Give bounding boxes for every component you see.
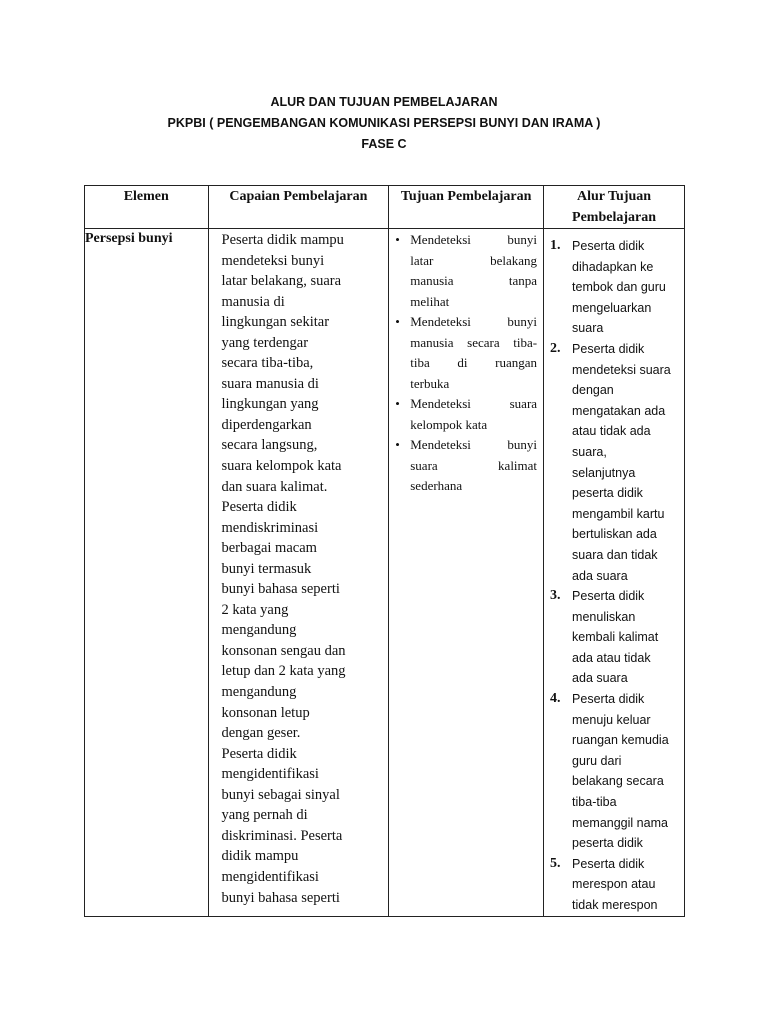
alur-line: suara,: [572, 444, 607, 459]
tujuan-line: latar belakang: [410, 252, 538, 268]
alur-line: bertuliskan ada: [572, 527, 657, 542]
tujuan-line: melihat: [410, 293, 450, 309]
capaian-line: yang pernah di: [221, 807, 308, 824]
capaian-line: suara kelompok kata: [221, 458, 342, 475]
capaian-line: yang terdengar: [221, 334, 309, 351]
capaian-line: Peserta didik: [221, 745, 297, 762]
capaian-line: mengidentifikasi: [221, 868, 319, 885]
capaian-line: bunyi sebagai sinyal: [221, 786, 340, 803]
capaian-line: dan suara kalimat.: [221, 478, 328, 495]
tujuan-line: suara kalimat: [410, 457, 538, 473]
tujuan-item: [394, 394, 537, 435]
capaian-line: secara langsung,: [221, 437, 318, 454]
alur-item: [550, 339, 680, 586]
tujuan-line: terbuka: [410, 375, 450, 391]
alur-item: [550, 236, 680, 339]
alur-line: merespon atau: [572, 877, 656, 892]
bullet-icon: •: [395, 396, 400, 411]
capaian-line: dengan geser.: [221, 725, 301, 742]
alur-line: Peserta didik: [572, 856, 645, 871]
alur-line: tidak merespon: [572, 898, 658, 912]
capaian-line: Peserta didik: [221, 499, 297, 516]
table-header-row: [85, 186, 685, 229]
alur-line: mengeluarkan: [572, 300, 652, 315]
alur-line: suara: [572, 321, 604, 336]
capaian-line: mengandung: [221, 684, 297, 701]
alur-line: dengan: [572, 383, 614, 398]
capaian-line: diperdengarkan: [221, 416, 312, 433]
tujuan-line: Mendeteksi bunyi: [410, 314, 538, 329]
alur-item: [550, 586, 680, 689]
alur-item: [550, 689, 680, 854]
cell-tujuan: [389, 229, 544, 917]
alur-line: Peserta didik: [572, 341, 645, 356]
capaian-line: letup dan 2 kata yang: [221, 663, 346, 680]
tujuan-line: kelompok kata: [410, 416, 488, 432]
alur-number: 3.: [550, 588, 561, 604]
alur-line: mendeteksi suara: [572, 362, 671, 377]
document-subtitle: PKPBI ( PENGEMBANGAN KOMUNIKASI PERSEPSI BUNYI DAN IRAMA ): [167, 116, 601, 130]
header-capaian: Capaian Pembelajaran: [208, 186, 389, 229]
capaian-line: konsonan letup: [221, 704, 310, 721]
capaian-line: mendeteksi bunyi: [221, 252, 325, 269]
alur-line: menuliskan: [572, 609, 636, 624]
bullet-icon: •: [395, 437, 400, 452]
capaian-line: bunyi termasuk: [221, 560, 312, 577]
header-elemen: Elemen: [85, 186, 209, 229]
alur-list: [544, 229, 684, 916]
alur-line: peserta didik: [572, 836, 643, 851]
bullet-icon: •: [395, 232, 400, 247]
capaian-line: didik mampu: [221, 848, 299, 865]
alur-line: memanggil nama: [572, 815, 668, 830]
alur-line: selanjutnya: [572, 465, 636, 480]
document-phase: FASE C: [361, 137, 407, 151]
tujuan-line: Mendeteksi suara: [410, 396, 538, 411]
capaian-line: mengandung: [221, 622, 297, 639]
table-row: [85, 229, 685, 917]
alur-line: belakang secara: [572, 774, 664, 789]
alur-line: menuju keluar: [572, 712, 651, 727]
alur-line: dihadapkan ke: [572, 259, 654, 274]
capaian-line: mendiskriminasi: [221, 519, 319, 536]
alur-line: peserta didik: [572, 486, 643, 501]
cell-elemen: Persepsi bunyi: [85, 229, 209, 917]
alur-line: ada suara: [572, 568, 628, 583]
alur-line: ruangan kemudia: [572, 733, 669, 748]
capaian-text: [209, 229, 389, 908]
tujuan-line: Mendeteksi bunyi: [410, 437, 538, 452]
tujuan-line: tiba di ruangan: [410, 355, 538, 370]
alur-number: 1.: [550, 238, 561, 253]
alur-number: 4.: [550, 691, 561, 707]
capaian-line: Peserta didik mampu: [221, 232, 344, 248]
capaian-line: mengidentifikasi: [221, 766, 319, 783]
alur-number: 5.: [550, 855, 561, 871]
tujuan-line: manusia tanpa: [410, 273, 538, 288]
capaian-line: 2 kata yang: [221, 601, 289, 618]
tujuan-list: [389, 229, 543, 497]
capaian-line: lingkungan yang: [221, 396, 319, 413]
capaian-line: latar belakang, suara: [221, 273, 342, 290]
capaian-line: lingkungan sekitar: [221, 314, 330, 331]
cell-capaian: [208, 229, 389, 917]
alur-line: ada atau tidak: [572, 650, 651, 665]
alur-line: atau tidak ada: [572, 424, 651, 439]
alur-line: mengambil kartu: [572, 506, 665, 521]
alur-line: guru dari: [572, 753, 622, 768]
alur-line: mengatakan ada: [572, 403, 666, 418]
tujuan-line: Mendeteksi bunyi: [410, 232, 538, 247]
alur-line: Peserta didik: [572, 589, 645, 604]
alur-line: ada suara: [572, 671, 628, 686]
capaian-line: manusia di: [221, 293, 285, 310]
tujuan-line: sederhana: [410, 478, 463, 493]
capaian-line: diskriminasi. Peserta: [221, 827, 343, 844]
learning-flow-table: [84, 185, 685, 917]
alur-number: 2.: [550, 340, 561, 356]
tujuan-line: manusia secara tiba-: [410, 334, 538, 350]
document-title: ALUR DAN TUJUAN PEMBELAJARAN: [270, 95, 498, 109]
tujuan-item: [394, 435, 537, 497]
tujuan-item: [394, 312, 537, 394]
header-tujuan: Tujuan Pembelajaran: [389, 186, 544, 229]
cell-alur: [544, 229, 685, 917]
capaian-line: bunyi bahasa seperti: [221, 889, 340, 906]
alur-line: Peserta didik: [572, 692, 645, 707]
tujuan-item: [394, 230, 537, 312]
capaian-line: bunyi bahasa seperti: [221, 581, 340, 598]
alur-line: tiba-tiba: [572, 795, 617, 810]
bullet-icon: •: [395, 314, 400, 329]
alur-item: [550, 854, 680, 916]
capaian-line: berbagai macam: [221, 540, 317, 557]
header-alur: Alur Tujuan Pembelajaran: [544, 186, 685, 229]
capaian-line: secara tiba-tiba,: [221, 355, 314, 372]
alur-line: tembok dan guru: [572, 280, 666, 295]
alur-line: kembali kalimat: [572, 630, 659, 645]
alur-line: Peserta didik: [572, 239, 645, 253]
capaian-line: konsonan sengau dan: [221, 642, 346, 659]
alur-line: suara dan tidak: [572, 547, 658, 562]
capaian-line: suara manusia di: [221, 375, 319, 392]
